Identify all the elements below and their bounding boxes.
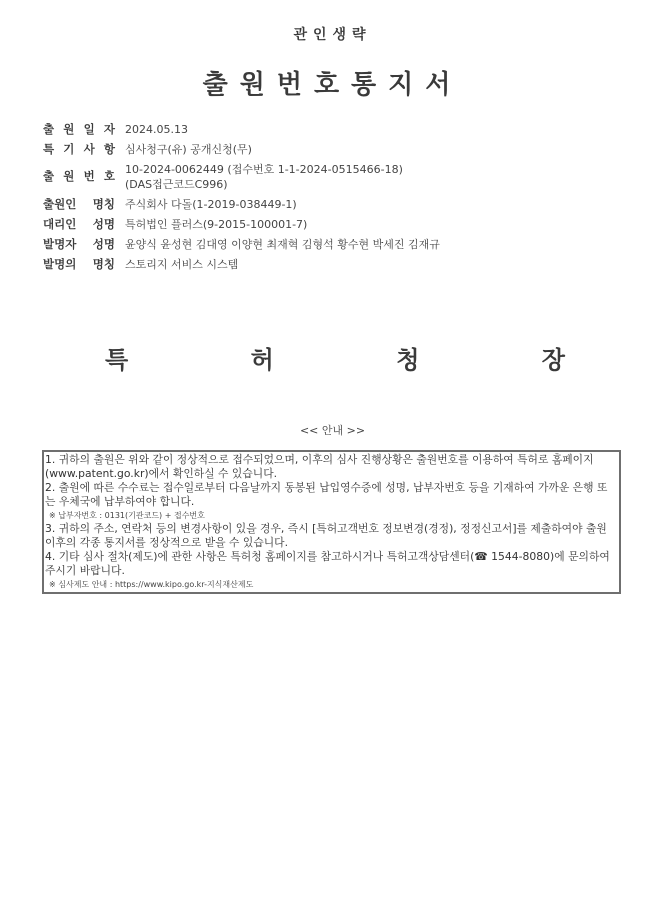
office-char: 허: [250, 346, 274, 374]
info-value-line: 2024.05.13: [125, 123, 188, 136]
label-word: 명칭: [92, 257, 115, 271]
label-char: 출: [43, 169, 55, 183]
info-value-line: 10-2024-0062449 (접수번호 1-1-2024-0515466-18): [125, 163, 403, 176]
info-value: [125, 197, 297, 212]
notice-item-1: 1. 귀하의 출원은 위와 같이 정상적으로 접수되었으며, 이후의 심사 진행상황은 출원번호를 이용하여 특허로 홈페이지(www.patent.go.kr)에서 확인하실 수 있습니다.: [45, 453, 594, 480]
label-char: 출: [43, 122, 55, 136]
info-row-filing-date: [43, 122, 643, 137]
info-value: [125, 237, 440, 252]
application-info-table: [43, 122, 643, 277]
label-char: 자: [103, 122, 115, 136]
info-label: [43, 217, 125, 232]
info-label: [43, 162, 125, 184]
label-word: 출원인: [43, 197, 77, 211]
info-value-line: 심사청구(유) 공개신청(무): [125, 143, 252, 156]
info-row-agent: [43, 217, 643, 232]
issuing-office-signature: [105, 340, 565, 375]
info-value-line: (DAS접근코드C996): [125, 178, 228, 191]
document-title: 출원번호통지서: [202, 70, 463, 100]
label-word: 명칭: [92, 197, 115, 211]
notice-item-2-note: ※ 납부자번호 : 0131(기관코드) + 접수번호: [49, 511, 205, 520]
info-row-invention-title: [43, 257, 643, 272]
office-char: 특: [105, 346, 129, 374]
label-char: 원: [63, 122, 75, 136]
label-char: 번: [83, 169, 95, 183]
info-label: [43, 122, 125, 137]
info-label: [43, 237, 125, 252]
label-char: 특: [43, 142, 55, 156]
label-char: 일: [83, 122, 95, 136]
label-word: 성명: [92, 217, 115, 231]
info-value: [125, 122, 188, 137]
info-value-line: 특허법인 플러스(9-2015-100001-7): [125, 218, 308, 231]
office-char: 청: [396, 346, 420, 374]
label-char: 사: [83, 142, 95, 156]
notice-box: [42, 450, 621, 594]
info-row-application-number: [43, 162, 643, 192]
info-value-line: 윤양식 윤성현 김대영 이양현 최재혁 김형석 황수현 박세진 김재규: [125, 238, 440, 251]
label-word: 발명자: [43, 237, 77, 251]
label-word: 성명: [92, 237, 115, 251]
info-value: [125, 142, 252, 157]
info-label: [43, 257, 125, 272]
label-char: 기: [63, 142, 75, 156]
info-row-special-notes: [43, 142, 643, 157]
info-row-inventors: [43, 237, 643, 252]
office-char: 장: [541, 346, 565, 374]
info-value-line: 주식회사 다돌(1-2019-038449-1): [125, 198, 297, 211]
notice-item-2: 2. 출원에 따른 수수료는 접수일로부터 다음날까지 동봉된 납입영수증에 성명, 납부자번호 등을 기재하여 가까운 은행 또는 우체국에 납부하여야 합니다.: [45, 481, 608, 508]
label-word: 발명의: [43, 257, 77, 271]
info-value: [125, 162, 403, 192]
notice-item-4: 4. 기타 심사 절차(제도)에 관한 사항은 특허청 홈페이지를 참고하시거나 특허고객상담센터(☎ 1544-8080)에 문의하여 주시기 바랍니다.: [45, 550, 610, 577]
info-row-applicant: [43, 197, 643, 212]
notice-item-3: 3. 귀하의 주소, 연락처 등의 변경사항이 있을 경우, 즉시 [특허고객번호 정보변경(경정), 정정신고서]를 제출하여야 출원 이후의 각종 통지서를 정상적으로 받을 수 있습니다.: [45, 522, 607, 549]
label-char: 원: [63, 169, 75, 183]
label-char: 항: [103, 142, 115, 156]
info-label: [43, 142, 125, 157]
label-word: 대리인: [43, 217, 77, 231]
notice-item-4-note: ※ 심사제도 안내 : https://www.kipo.go.kr-지식재산제도: [49, 580, 254, 589]
info-value-line: 스토리지 서비스 시스템: [125, 258, 239, 271]
info-value: [125, 217, 307, 232]
header-note: 관인생략: [293, 27, 372, 43]
label-char: 호: [103, 169, 115, 183]
info-value: [125, 257, 238, 272]
info-label: [43, 197, 125, 212]
notice-heading: << 안내 >>: [299, 424, 366, 437]
